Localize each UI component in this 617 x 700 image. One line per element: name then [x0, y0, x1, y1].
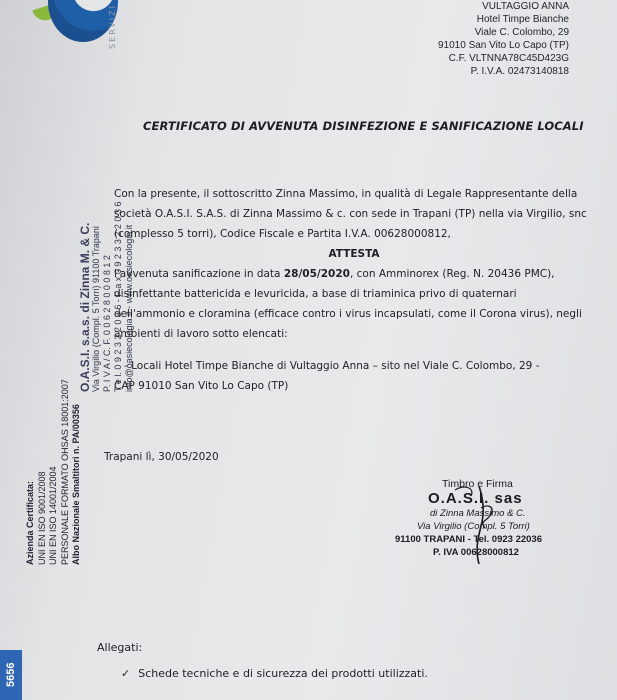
attachment-label: Schede tecniche e di sicurezza dei prodotti utilizzati. — [138, 667, 428, 680]
cert-line: PERSONALE FORMATO OHSAS 18001:2007 — [59, 379, 70, 565]
intro-line: (complesso 5 torri), Codice Fiscale e Partita I.V.A. 00628000812, — [114, 228, 451, 240]
signature-label: Timbro e Firma — [442, 478, 513, 490]
stamp-city: 91100 TRAPANI - Tel. 0923 22036 — [395, 534, 542, 545]
cert-heading: Azienda Certificata: — [25, 480, 35, 565]
oasi-logo — [18, 0, 117, 56]
attachment-item — [121, 667, 428, 680]
locali-line: - Locali Hotel Timpe Bianche di Vultaggio Anna – sito nel Viale C. Colombo, 29 - — [124, 360, 540, 372]
letterhead-address: Via Virgilio (Compl. 5 Torri) 91100 Trapani — [91, 226, 101, 392]
check-icon: ✓ — [121, 667, 131, 680]
attachments-title: Allegati: — [97, 641, 143, 654]
body-line — [114, 264, 594, 284]
body-pre: l'avvenuta sanificazione in data — [114, 268, 284, 280]
cert-line: UNI EN ISO 14001/2004 — [48, 466, 58, 565]
body-line: disinfettante battericida e levuricida, a base di triaminica privo di quaternari — [114, 288, 517, 300]
body-date: 28/05/2020 — [283, 268, 350, 280]
letterhead-piva: P. I V A / C. F. 0 0 6 2 8 0 0 0 8 1 2 — [102, 255, 112, 392]
stamp-company: O.A.S.I. sas — [428, 490, 523, 507]
recipient-line: Viale C. Colombo, 29 — [474, 27, 569, 38]
body-post: , con Amminorex (Reg. N. 20436 PMC), — [349, 268, 555, 280]
stamp-address: Via Virgilio (Compl. 5 Torri) — [417, 521, 530, 532]
letterhead-web: info@oasiecologia.it - www.oasiecologia.it — [124, 224, 134, 392]
cert-albo: Albo Nazionale Smaltitori n. PA/00356 — [71, 404, 81, 565]
intro-line: Con la presente, il sottoscritto Zinna Massimo, in qualità di Legale Rappresentante della — [114, 188, 578, 200]
intro-line: società O.A.S.I. S.A.S. di Zinna Massimo & c. con sede in Trapani (TP) nella via Virgilio, snc — [114, 208, 587, 220]
recipient-line: VULTAGGIO ANNA — [482, 1, 569, 12]
body-line: ambienti di lavoro sotto elencati: — [114, 328, 288, 340]
letterhead-company: O.A.S.I. s.a.s. di Zinna M. & C. — [78, 222, 92, 392]
locali-line: CAP 91010 San Vito Lo Capo (TP) — [114, 380, 289, 392]
document-title: CERTIFICATO DI AVVENUTA DISINFEZIONE E SANIFICAZIONE LOCALI — [143, 119, 584, 133]
recipient-line: C.F. VLTNNA78C45D423G — [448, 53, 569, 64]
letterhead-tel: T e l. 0 9 2 3 2 2 0 3 6 - F a x 0 9 2 3 3 2 2 0 3 6 — [113, 201, 123, 392]
stamp-sub: di Zinna Massimo & C. — [430, 508, 526, 519]
signature-stamp — [395, 478, 575, 568]
recipient-line: 91010 San Vito Lo Capo (TP) — [437, 40, 569, 51]
vertical-certifications — [25, 379, 83, 565]
side-stamp-number: 5656 — [0, 650, 22, 700]
cert-line: UNI EN ISO 9001/2008 — [36, 471, 47, 565]
attesta-heading: ATTESTA — [328, 248, 380, 260]
place-date: Trapani lì, 30/05/2020 — [104, 451, 219, 463]
stamp-piva: P. IVA 00628000812 — [433, 547, 519, 558]
logo-side-text: SERVIZI — [108, 4, 117, 49]
recipient-line: P. I.V.A. 02473140818 — [470, 66, 569, 77]
document-body — [114, 184, 594, 396]
recipient-block — [369, 0, 569, 78]
recipient-line: Hotel Timpe Bianche — [476, 14, 569, 25]
body-line: dell'ammonio e cloramina (efficace contro i virus incapsulati, come il Corona virus), negli — [114, 308, 582, 320]
